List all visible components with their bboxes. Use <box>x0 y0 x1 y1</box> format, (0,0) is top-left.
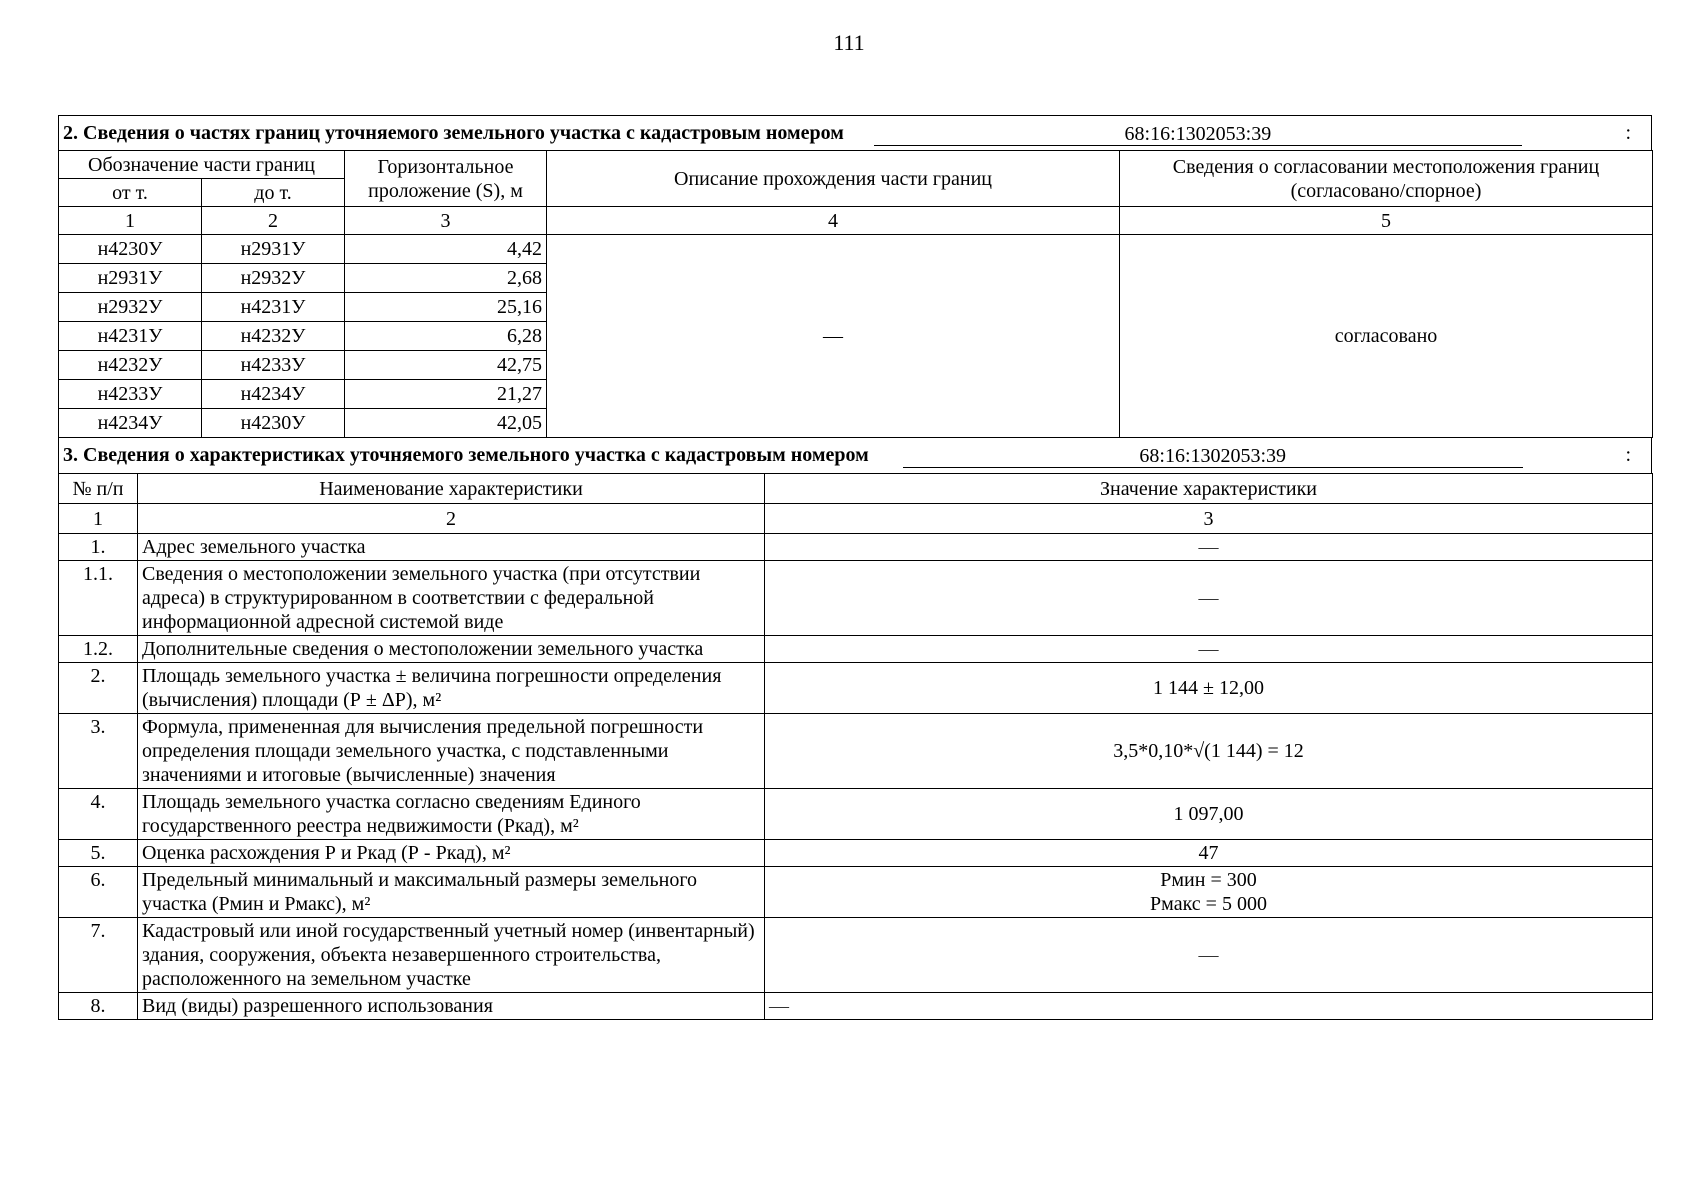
col-number: 1 <box>59 207 202 235</box>
table-row <box>59 918 1653 993</box>
characteristic-value: 1 144 ± 12,00 <box>765 663 1653 714</box>
to-point: н4232У <box>202 322 345 351</box>
row-number: 7. <box>59 918 138 993</box>
characteristic-name: Сведения о местоположении земельного участка (при отсутствии адреса) в структурированном в соответствии с федеральной информационной адресной системой виде <box>138 561 765 636</box>
table-row <box>59 636 1653 663</box>
header-horizontal: Горизонтальное проложение (S), м <box>345 151 547 207</box>
characteristic-name: Оценка расхождения Р и Ркад (Р - Ркад), м² <box>138 840 765 867</box>
to-point: н2932У <box>202 264 345 293</box>
table-row <box>59 993 1653 1020</box>
characteristic-value: — <box>765 993 1653 1020</box>
to-point: н4230У <box>202 409 345 438</box>
characteristic-value: 47 <box>765 840 1653 867</box>
table-row <box>59 714 1653 789</box>
col-number: 2 <box>202 207 345 235</box>
to-point: н4231У <box>202 293 345 322</box>
characteristic-value <box>765 867 1653 918</box>
document-body <box>58 115 1652 1020</box>
col-number: 2 <box>138 504 765 534</box>
from-point: н2931У <box>59 264 202 293</box>
characteristic-name: Площадь земельного участка ± величина погрешности определения (вычисления) площади (Р ± ΔР), м² <box>138 663 765 714</box>
section2-title: 2. Сведения о частях границ уточняемого земельного участка с кадастровым номером <box>63 121 844 144</box>
table-row <box>59 561 1653 636</box>
from-point: н4232У <box>59 351 202 380</box>
row-number: 2. <box>59 663 138 714</box>
agreement-value: согласовано <box>1120 235 1653 438</box>
characteristic-value: 1 097,00 <box>765 789 1653 840</box>
section3-cadastral-number: 68:16:1302053:39 <box>903 445 1523 468</box>
section2-header <box>58 115 1652 150</box>
row-number: 1.2. <box>59 636 138 663</box>
characteristic-value: 3,5*0,10*√(1 144) = 12 <box>765 714 1653 789</box>
description-value: — <box>547 235 1120 438</box>
section3-header <box>58 438 1652 473</box>
horizontal-distance: 42,75 <box>345 351 547 380</box>
header-description: Описание прохождения части границ <box>547 151 1120 207</box>
characteristic-value: — <box>765 534 1653 561</box>
table-row <box>59 235 1653 264</box>
from-point: н4231У <box>59 322 202 351</box>
max-area-value: Рмакс = 5 000 <box>1150 893 1267 915</box>
col-number: 4 <box>547 207 1120 235</box>
from-point: н4230У <box>59 235 202 264</box>
horizontal-distance: 21,27 <box>345 380 547 409</box>
characteristic-name: Вид (виды) разрешенного использования <box>138 993 765 1020</box>
section3-colon: : <box>1625 444 1631 466</box>
to-point: н4234У <box>202 380 345 409</box>
table-row <box>59 867 1653 918</box>
row-number: 1. <box>59 534 138 561</box>
col-number: 1 <box>59 504 138 534</box>
header-to: до т. <box>202 179 345 207</box>
horizontal-distance: 42,05 <box>345 409 547 438</box>
header-num: № п/п <box>59 474 138 504</box>
to-point: н2931У <box>202 235 345 264</box>
section2-colon: : <box>1625 121 1631 144</box>
col-number: 3 <box>345 207 547 235</box>
min-area-value: Рмин = 300 <box>1160 869 1257 891</box>
section3-table <box>58 473 1653 1020</box>
horizontal-distance: 2,68 <box>345 264 547 293</box>
col-number: 5 <box>1120 207 1653 235</box>
characteristic-name: Площадь земельного участка согласно сведениям Единого государственного реестра недвижимости (Ркад), м² <box>138 789 765 840</box>
characteristic-name: Адрес земельного участка <box>138 534 765 561</box>
table-row <box>59 789 1653 840</box>
characteristic-value: — <box>765 636 1653 663</box>
table-row <box>59 840 1653 867</box>
row-number: 3. <box>59 714 138 789</box>
page-number: 111 <box>833 30 865 55</box>
row-number: 5. <box>59 840 138 867</box>
header-from: от т. <box>59 179 202 207</box>
row-number: 8. <box>59 993 138 1020</box>
to-point: н4233У <box>202 351 345 380</box>
characteristic-name: Предельный минимальный и максимальный размеры земельного участка (Рмин и Рмакс), м² <box>138 867 765 918</box>
col-number: 3 <box>765 504 1653 534</box>
section2-cadastral-number: 68:16:1302053:39 <box>874 123 1522 146</box>
characteristic-value: — <box>765 561 1653 636</box>
horizontal-distance: 25,16 <box>345 293 547 322</box>
table-row <box>59 534 1653 561</box>
row-number: 6. <box>59 867 138 918</box>
row-number: 4. <box>59 789 138 840</box>
table-row <box>59 663 1653 714</box>
section2-table <box>58 150 1653 438</box>
from-point: н4234У <box>59 409 202 438</box>
section3-title: 3. Сведения о характеристиках уточняемого земельного участка с кадастровым номером <box>63 444 869 466</box>
header-agreement: Сведения о согласовании местоположения границ (согласовано/спорное) <box>1120 151 1653 207</box>
characteristic-value: — <box>765 918 1653 993</box>
characteristic-name: Дополнительные сведения о местоположении земельного участка <box>138 636 765 663</box>
from-point: н2932У <box>59 293 202 322</box>
characteristic-name: Кадастровый или иной государственный учетный номер (инвентарный) здания, сооружения, объекта незавершенного строительства, расположенного на земельном участке <box>138 918 765 993</box>
characteristic-name: Формула, примененная для вычисления предельной погрешности определения площади земельного участка, с подставленными значениями и итоговые (вычисленные) значения <box>138 714 765 789</box>
horizontal-distance: 6,28 <box>345 322 547 351</box>
header-name: Наименование характеристики <box>138 474 765 504</box>
header-part-designation: Обозначение части границ <box>59 151 345 179</box>
from-point: н4233У <box>59 380 202 409</box>
horizontal-distance: 4,42 <box>345 235 547 264</box>
row-number: 1.1. <box>59 561 138 636</box>
header-value: Значение характеристики <box>765 474 1653 504</box>
